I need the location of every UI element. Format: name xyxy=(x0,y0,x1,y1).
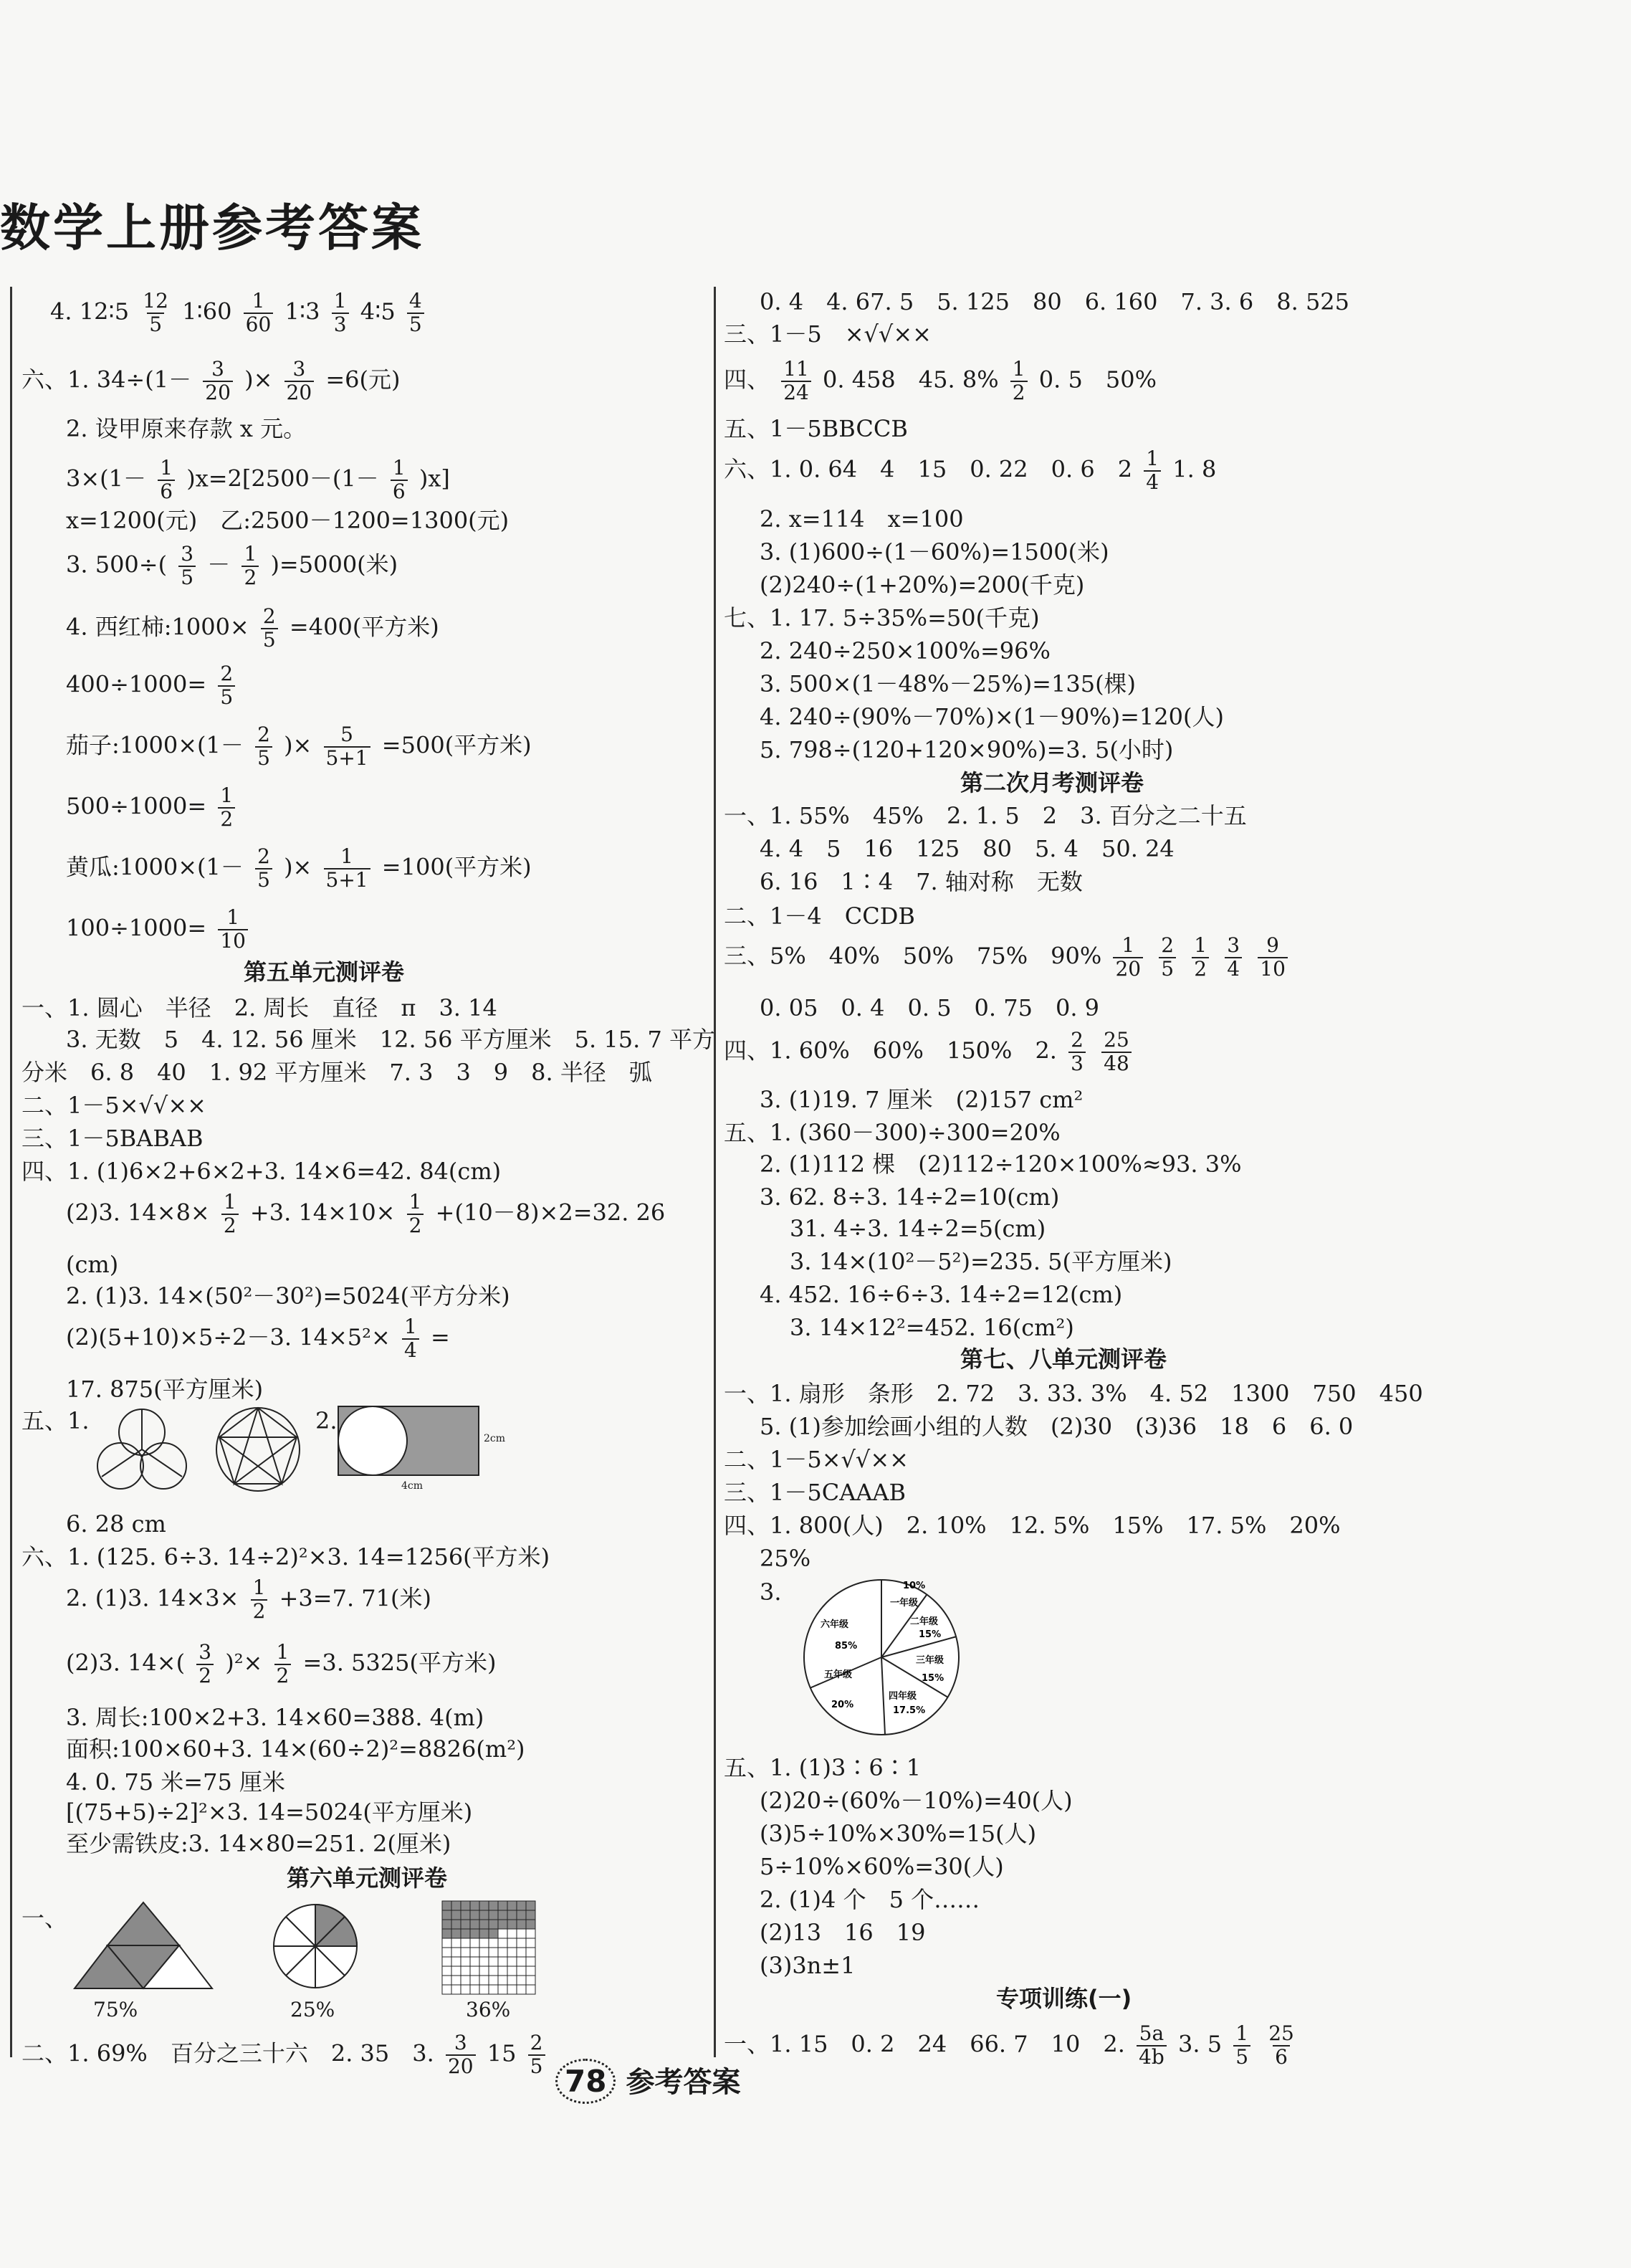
pie-label: 20% xyxy=(831,1700,854,1710)
answer-line: 4. 12∶5 $\frac{12}{5}$ 1∶60 $\frac{1}{60}$ 1∶3 $\frac{1}{3}$ 4∶5 $\frac{4}{5}$ xyxy=(50,290,429,336)
answer-line: 一、1. 15 0. 2 24 66. 7 10 2. $\frac{5a}{4b}$ 3. 5 $\frac{1}{5}$ $\frac{25}{6}$ xyxy=(724,2021,1294,2069)
grid-cell xyxy=(507,1948,517,1957)
answer-line: 500÷1000= $\frac{1}{2}$ xyxy=(66,785,239,831)
answer-line: x=1200(元) 乙:2500－1200=1300(元) xyxy=(66,507,510,534)
grid-cell xyxy=(479,1976,489,1985)
pie-label: 15% xyxy=(922,1673,944,1684)
grid-cell xyxy=(479,1901,489,1910)
grid-cell xyxy=(489,1966,498,1976)
answer-line: 5÷10%×60%=30(人) xyxy=(760,1853,1004,1880)
left-rule xyxy=(10,287,12,2057)
answer-line: (3)3n±1 xyxy=(760,1952,856,1979)
answer-line: 4. 452. 16÷6÷3. 14÷2=12(cm) xyxy=(760,1281,1123,1308)
answer-line: 五、1. xyxy=(21,1407,90,1434)
grid-cell xyxy=(489,1929,498,1938)
grid-cell xyxy=(470,1901,479,1910)
grid-cell xyxy=(451,1910,461,1920)
grid-cell xyxy=(526,1957,535,1966)
answer-line: 31. 4÷3. 14÷2=5(cm) xyxy=(790,1215,1046,1242)
pie-label: 二年级 xyxy=(910,1616,939,1627)
grid-cell xyxy=(498,1976,507,1985)
grid-cell xyxy=(526,1948,535,1957)
grid-cell xyxy=(526,1929,535,1938)
grid-cell xyxy=(517,1920,526,1929)
grid-cell xyxy=(451,1976,461,1985)
answer-line: (2)240÷(1+20%)=200(千克) xyxy=(760,571,1085,599)
answer-line: 一、1. 扇形 条形 2. 72 3. 33. 3% 4. 52 1300 750 450 xyxy=(724,1380,1423,1407)
grid-cell xyxy=(517,1910,526,1920)
grid-cell xyxy=(498,1985,507,1994)
answer-line: 4. 0. 75 米=75 厘米 xyxy=(66,1768,286,1796)
grid-cell xyxy=(498,1920,507,1929)
grid-cell xyxy=(451,1929,461,1938)
grid-cell xyxy=(517,1938,526,1948)
answer-line: 六、1. (125. 6÷3. 14÷2)²×3. 14=1256(平方米) xyxy=(21,1543,550,1571)
answer-line: 一、 xyxy=(21,1905,68,1932)
grid-cell xyxy=(517,1976,526,1985)
grid-cell xyxy=(461,1929,470,1938)
triangle-shaded-figure xyxy=(72,1900,215,1993)
answer-line: 25% xyxy=(760,1545,811,1572)
grid-cell xyxy=(461,1948,470,1957)
grid-cell xyxy=(526,1985,535,1994)
answer-line: (2)3. 14×8× $\frac{1}{2}$ +3. 14×10× $\frac{1}{2}$ +(10－8)×2=32. 26 xyxy=(66,1190,666,1237)
grid-cell xyxy=(442,1966,451,1976)
grid-cell xyxy=(517,1985,526,1994)
grid-cell xyxy=(498,1948,507,1957)
answer-line: 三、1－5BABAB xyxy=(21,1125,204,1152)
answer-line: 0. 4 4. 67. 5 5. 125 80 6. 160 7. 3. 6 8. 525 xyxy=(760,288,1350,315)
answer-line: 至少需铁皮:3. 14×80=251. 2(厘米) xyxy=(66,1830,451,1857)
grid-cell xyxy=(470,1910,479,1920)
answer-line: 七、1. 17. 5÷35%=50(千克) xyxy=(724,604,1040,632)
grid-cell xyxy=(507,1938,517,1948)
grid-cell xyxy=(498,1901,507,1910)
answer-line: 5. (1)参加绘画小组的人数 (2)30 (3)36 18 6 6. 0 xyxy=(760,1413,1354,1440)
answer-line: 6. 16 1∶4 7. 轴对称 无数 xyxy=(760,868,1083,895)
answer-line: 分米 6. 8 40 1. 92 平方厘米 7. 3 3 9 8. 半径 弧 xyxy=(21,1059,652,1086)
grid-cell xyxy=(461,1938,470,1948)
answer-line: 2. x=114 x=100 xyxy=(760,505,964,533)
answer-line: 3. 14×12²=452. 16(cm²) xyxy=(790,1314,1074,1341)
grid-cell xyxy=(442,1929,451,1938)
dimension-label: 2cm xyxy=(484,1433,506,1444)
grid-cell xyxy=(526,1910,535,1920)
three-circle-flower-figure xyxy=(92,1405,192,1495)
section-heading: 第五单元测评卷 xyxy=(244,958,405,986)
answer-line: 3. (1)600÷(1－60%)=1500(米) xyxy=(760,538,1109,566)
answer-line: 五、1－5BBCCB xyxy=(724,415,908,442)
grid-cell xyxy=(517,1901,526,1910)
grid-cell xyxy=(470,1966,479,1976)
answer-line: 2. (1)112 棵 (2)112÷120×100%≈93. 3% xyxy=(760,1150,1242,1178)
answer-line: (cm) xyxy=(66,1251,119,1278)
section-heading: 第二次月考测评卷 xyxy=(960,769,1144,796)
grid-cell xyxy=(461,1966,470,1976)
percent-label: 36% xyxy=(466,1998,511,2021)
grid-cell xyxy=(479,1957,489,1966)
grid-cell xyxy=(507,1976,517,1985)
grid-cell xyxy=(479,1938,489,1948)
answer-line: 黄瓜:1000×(1－ $\frac{2}{5}$ )× $\frac{1}{5+1}$ =100(平方米) xyxy=(66,844,532,892)
grid-cell xyxy=(489,1938,498,1948)
answer-line: (2)13 16 19 xyxy=(760,1919,926,1946)
grid-cell xyxy=(442,1957,451,1966)
grid-cell xyxy=(489,1910,498,1920)
answer-line: 五、1. (1)3∶6∶1 xyxy=(724,1754,922,1781)
answer-line: 二、1. 69% 百分之三十六 2. 35 3. $\frac{3}{20}$ 15 $\frac{2}{5}$ xyxy=(21,2032,550,2078)
grid-cell xyxy=(489,1985,498,1994)
answer-line: 4. 4 5 16 125 80 5. 4 50. 24 xyxy=(760,835,1175,862)
answer-line: 四、 $\frac{11}{24}$ 0. 458 45. 8% $\frac{1}{2}$ 0. 5 50% xyxy=(724,357,1157,404)
answer-line: 五、1. (360－300)÷300=20% xyxy=(724,1119,1061,1146)
answer-line: 二、1－5×√√×× xyxy=(21,1092,206,1119)
pie-label: 15% xyxy=(919,1629,942,1640)
answer-line: 2. (1)3. 14×3× $\frac{1}{2}$ +3=7. 71(米) xyxy=(66,1576,431,1623)
answer-line: 4. 240÷(90%－70%)×(1－90%)=120(人) xyxy=(760,703,1224,730)
grid-cell xyxy=(461,1910,470,1920)
answer-line: 四、1. 800(人) 2. 10% 12. 5% 15% 17. 5% 20% xyxy=(724,1512,1341,1539)
grid-cell xyxy=(461,1920,470,1929)
answer-line: 四、1. 60% 60% 150% 2. $\frac{2}{3}$ $\frac{25}{48}$ xyxy=(724,1029,1136,1075)
pie-label: 17.5% xyxy=(893,1705,926,1716)
grid-cell xyxy=(479,1948,489,1957)
grid-cell xyxy=(489,1976,498,1985)
grid-cell xyxy=(526,1976,535,1985)
grid-cell xyxy=(489,1920,498,1929)
answer-line: 2. 240÷250×100%=96% xyxy=(760,637,1051,664)
grid-cell xyxy=(461,1957,470,1966)
rect-with-circle-figure xyxy=(337,1405,523,1491)
answer-line: 6. 28 cm xyxy=(66,1510,166,1538)
grid-cell xyxy=(451,1957,461,1966)
grid-cell xyxy=(451,1920,461,1929)
grid-cell xyxy=(470,1957,479,1966)
percent-label: 75% xyxy=(93,1998,138,2021)
grid-cell xyxy=(498,1966,507,1976)
pie-label: 四年级 xyxy=(889,1691,917,1702)
answer-line: 3×(1－ $\frac{1}{6}$ )x=2[2500－(1－ $\frac{1}{6}$ )x] xyxy=(66,456,450,503)
answer-line: 3. xyxy=(760,1578,782,1606)
answer-line: 三、5% 40% 50% 75% 90% $\frac{1}{20}$ $\frac{2}{5}$ $\frac{1}{2}$ $\frac{3}{4}$ $\frac{9}{10}$ xyxy=(724,935,1292,981)
section-heading: 第七、八单元测评卷 xyxy=(960,1345,1167,1373)
grid-cell xyxy=(507,1985,517,1994)
grid-cell xyxy=(461,1901,470,1910)
grid-cell xyxy=(517,1929,526,1938)
grid-cell xyxy=(526,1920,535,1929)
grid-cell xyxy=(507,1957,517,1966)
grid-cell xyxy=(442,1920,451,1929)
answer-line: 三、1－5 ×√√×× xyxy=(724,320,932,348)
answer-line: 二、1－4 CCDB xyxy=(724,902,915,930)
grid-cell xyxy=(507,1929,517,1938)
page-number: 78 xyxy=(555,2059,616,2104)
grid-cell xyxy=(442,1985,451,1994)
answer-line: (3)5÷10%×30%=15(人) xyxy=(760,1820,1037,1847)
grid-cell xyxy=(498,1938,507,1948)
page-title: 数学上册参考答案 xyxy=(0,199,424,257)
grid-cell xyxy=(498,1910,507,1920)
grade-pie-chart xyxy=(788,1577,975,1742)
grid-cell xyxy=(442,1976,451,1985)
grid-cell xyxy=(442,1948,451,1957)
grid-cell xyxy=(470,1938,479,1948)
grid-cell xyxy=(451,1938,461,1948)
grid-cell xyxy=(507,1910,517,1920)
grid-cell xyxy=(451,1985,461,1994)
answer-line: 17. 875(平方厘米) xyxy=(66,1376,264,1403)
grid-cell xyxy=(470,1920,479,1929)
answer-line: (2)(5+10)×5÷2－3. 14×5²× $\frac{1}{4}$ = xyxy=(66,1315,450,1362)
answer-line: 3. (1)19. 7 厘米 (2)157 cm² xyxy=(760,1086,1084,1113)
answer-line: 3. 无数 5 4. 12. 56 厘米 12. 56 平方厘米 5. 15. 7 平方 xyxy=(66,1026,715,1053)
answer-line: 100÷1000= $\frac{1}{10}$ xyxy=(66,907,252,953)
circle-star-figure xyxy=(211,1405,305,1495)
section-heading: 专项训练(一) xyxy=(996,1985,1132,2012)
section-heading: 第六单元测评卷 xyxy=(287,1864,448,1892)
pie-label: 六年级 xyxy=(821,1619,849,1630)
answer-line: 0. 05 0. 4 0. 5 0. 75 0. 9 xyxy=(760,994,1100,1021)
grid-cell xyxy=(442,1910,451,1920)
grid-cell xyxy=(451,1966,461,1976)
grid-cell xyxy=(461,1976,470,1985)
answer-line: 一、1. 圆心 半径 2. 周长 直径 π 3. 14 xyxy=(21,994,497,1021)
answer-line: 400÷1000= $\frac{2}{5}$ xyxy=(66,663,239,709)
page-footer xyxy=(555,2059,740,2104)
answer-line: 5. 798÷(120+120×90%)=3. 5(小时) xyxy=(760,736,1174,763)
left-column xyxy=(21,0,715,2150)
answer-line: 2. (1)3. 14×(50²－30²)=5024(平方分米) xyxy=(66,1282,510,1310)
answer-line: [(75+5)÷2]²×3. 14=5024(平方厘米) xyxy=(66,1798,473,1826)
answer-line: 2. 设甲原来存款 x 元。 xyxy=(66,415,307,442)
grid-cell xyxy=(526,1938,535,1948)
answer-line: 三、1－5CAAAB xyxy=(724,1479,907,1506)
grid-cell xyxy=(489,1957,498,1966)
grid-cell xyxy=(479,1985,489,1994)
grid-cell xyxy=(498,1929,507,1938)
answer-line: 四、1. (1)6×2+6×2+3. 14×6=42. 84(cm) xyxy=(21,1158,502,1185)
grid-cell xyxy=(517,1948,526,1957)
grid-cell xyxy=(442,1938,451,1948)
pie-label: 10% xyxy=(903,1581,926,1591)
right-column xyxy=(724,0,1620,2150)
grid-cell xyxy=(507,1901,517,1910)
grid-cell xyxy=(470,1985,479,1994)
grid-cell xyxy=(479,1920,489,1929)
grid-cell xyxy=(507,1966,517,1976)
answer-line: 3. 62. 8÷3. 14÷2=10(cm) xyxy=(760,1183,1060,1211)
grid-cell xyxy=(451,1948,461,1957)
grid-cell xyxy=(526,1901,535,1910)
grid-cell xyxy=(451,1901,461,1910)
answer-line: 2. xyxy=(315,1407,338,1434)
grid-cell xyxy=(479,1910,489,1920)
grid-cell xyxy=(489,1901,498,1910)
answer-line: 茄子:1000×(1－ $\frac{2}{5}$ )× $\frac{5}{5+1}$ =500(平方米) xyxy=(66,723,532,770)
answer-line: 3. 14×(10²－5²)=235. 5(平方厘米) xyxy=(790,1248,1172,1275)
answer-line: 2. (1)4 个 5 个…… xyxy=(760,1886,980,1913)
grid-cell xyxy=(526,1966,535,1976)
circle-sector-figure xyxy=(269,1900,362,1993)
answer-line: 3. 周长:100×2+3. 14×60=388. 4(m) xyxy=(66,1704,484,1731)
answer-line: 六、1. 34÷(1－ $\frac{3}{20}$ )× $\frac{3}{20}$ =6(元) xyxy=(21,357,401,404)
answer-line: 面积:100×60+3. 14×(60÷2)²=8826(m²) xyxy=(66,1735,525,1763)
pie-label: 三年级 xyxy=(916,1655,944,1666)
grid-cell xyxy=(517,1957,526,1966)
percent-label: 25% xyxy=(290,1998,335,2021)
grid-cell xyxy=(470,1929,479,1938)
grid-cell xyxy=(479,1929,489,1938)
grid-cell xyxy=(498,1957,507,1966)
dimension-label: 4cm xyxy=(401,1480,424,1492)
answer-line: (2)20÷(60%－10%)=40(人) xyxy=(760,1787,1073,1814)
answer-line: 4. 西红柿:1000× $\frac{2}{5}$ =400(平方米) xyxy=(66,604,439,652)
answer-line: 3. 500×(1－48%－25%)=135(棵) xyxy=(760,670,1137,697)
pie-label: 一年级 xyxy=(890,1598,919,1609)
grid-cell xyxy=(517,1966,526,1976)
pie-label: 五年级 xyxy=(824,1669,853,1680)
grid-cell xyxy=(479,1966,489,1976)
pie-label: 85% xyxy=(835,1641,858,1652)
answer-line: 六、1. 0. 64 4 15 0. 22 0. 6 2 $\frac{1}{4}$ 1. 8 xyxy=(724,447,1217,494)
grid-cell xyxy=(470,1976,479,1985)
answer-line: 一、1. 55% 45% 2. 1. 5 2 3. 百分之二十五 xyxy=(724,802,1247,829)
grid-cell xyxy=(489,1948,498,1957)
grid-shaded-figure xyxy=(441,1900,537,1996)
grid-cell xyxy=(470,1948,479,1957)
grid-cell xyxy=(442,1901,451,1910)
column-divider xyxy=(714,287,716,2057)
grid-cell xyxy=(507,1920,517,1929)
answer-line: 3. 500÷( $\frac{3}{5}$ － $\frac{1}{2}$ )=5000(米) xyxy=(66,542,398,589)
footer-label: 参考答案 xyxy=(626,2066,741,2099)
answer-line: 二、1－5×√√×× xyxy=(724,1446,909,1473)
answer-line: (2)3. 14×( $\frac{3}{2}$ )²× $\frac{1}{2}$ =3. 5325(平方米) xyxy=(66,1640,497,1687)
grid-cell xyxy=(461,1985,470,1994)
